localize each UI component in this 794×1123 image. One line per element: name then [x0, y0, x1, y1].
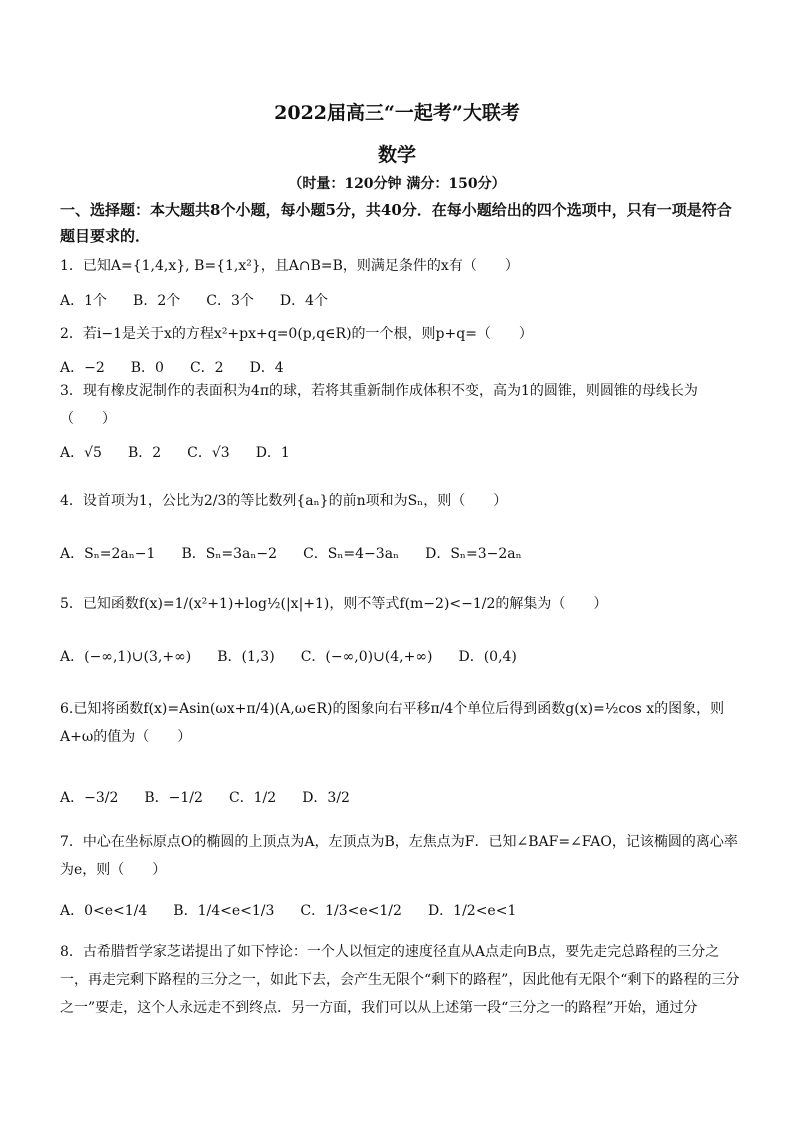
question-1-options: [60, 290, 740, 310]
question-6-stem: 6.已知将函数f(x)=Asin(ωx+π/4)(A,ω∈R)的图象向右平移π/4个单位后得到函数g(x)=½cos x的图象，则A+ω的值为（ ）: [60, 701, 725, 745]
question-7-option-a: A．0<e<1/4: [60, 903, 148, 919]
question-5-options: [60, 646, 740, 666]
question-6-option-d: D．3/2: [302, 790, 350, 806]
question-2-option-d: D．4: [249, 360, 284, 376]
question-6-options: [60, 787, 740, 807]
exam-subject: 数学: [377, 144, 416, 166]
question-3-option-d: D．1: [255, 445, 290, 461]
question-5-option-a: A．(−∞,1)∪(3,+∞): [60, 649, 192, 665]
question-6-option-a: A．−3/2: [60, 790, 119, 806]
question-7-stem: 7．中心在坐标原点O的椭圆的上顶点为A，左顶点为B，左焦点为F．已知∠BAF=∠FAO，记该椭圆的离心率为e，则（ ）: [60, 834, 738, 878]
question-7-option-c: C．1/3<e<1/2: [300, 903, 402, 919]
question-4-option-d: D．Sₙ=3−2aₙ: [425, 546, 522, 562]
question-2-option-b: B．0: [130, 360, 164, 376]
section-heading: 一、选择题：本大题共8个小题，每小题5分，共40分．在每小题给出的四个选项中，只有一项是符合题目要求的．: [60, 201, 732, 245]
question-1-option-c: C．3个: [206, 293, 254, 309]
question-7-options: [60, 900, 740, 920]
question-6-option-b: B．−1/2: [144, 790, 203, 806]
question-4-option-a: A．Sₙ=2aₙ−1: [60, 546, 156, 562]
question-4-stem: 4．设首项为1，公比为2/3的等比数列{aₙ}的前n项和为Sₙ，则（ ）: [60, 493, 508, 509]
question-2-option-c: C．2: [189, 360, 224, 376]
question-3-options: [60, 442, 740, 462]
question-1-option-b: B．2个: [133, 293, 181, 309]
question-1-stem: 1．已知A={1,4,x}, B={1,x²}，且A∩B=B，则满足条件的x有（ ）: [60, 258, 519, 274]
question-8-stem: 8．古希腊哲学家芝诺提出了如下悖论：一个人以恒定的速度径直从A点走向B点，要先走完总路程的三分之一，再走完剩下路程的三分之一，如此下去，会产生无限个“剩下的路程”，因此他有无限个“剩下的路程的三分之一”要走，这个人永远走不到终点．另一方面，我们可以从上述第一段“三分之一的路程”开始，通过分: [60, 944, 740, 1016]
question-6-option-c: C．1/2: [228, 790, 277, 806]
question-5-option-d: D．(0,4): [458, 649, 517, 665]
question-3-option-a: A．√5: [60, 445, 102, 461]
exam-info: （时量：120分钟 满分：150分）: [288, 176, 506, 192]
question-7-option-b: B．1/4<e<1/3: [173, 903, 275, 919]
question-2-option-a: A．−2: [60, 360, 105, 376]
question-1-option-a: A．1个: [60, 293, 108, 309]
question-2-stem: 2．若i−1是关于x的方程x²+px+q=0(p,q∈R)的一个根，则p+q=（ ）: [60, 326, 533, 342]
question-3-stem: 3．现有橡皮泥制作的表面积为4π的球，若将其重新制作成体积不变，高为1的圆锥，则圆锥的母线长为（ ）: [60, 383, 698, 427]
question-1-option-d: D．4个: [279, 293, 328, 309]
question-5-option-c: C．(−∞,0)∪(4,+∞): [300, 649, 433, 665]
question-3-option-b: B．2: [127, 445, 162, 461]
question-5-stem: 5．已知函数f(x)=1/(x²+1)+log½(|x|+1)，则不等式f(m−2)<−1/2的解集为（ ）: [60, 596, 608, 612]
question-4-options: [60, 543, 740, 563]
question-2-options: [60, 357, 740, 377]
question-4-option-b: B．Sₙ=3aₙ−2: [181, 546, 278, 562]
question-4-option-c: C．Sₙ=4−3aₙ: [303, 546, 400, 562]
exam-title: 2022届高三“一起考”大联考: [274, 102, 520, 124]
question-3-option-c: C．√3: [187, 445, 230, 461]
question-7-option-d: D．1/2<e<1: [427, 903, 517, 919]
question-5-option-b: B．(1,3): [217, 649, 275, 665]
